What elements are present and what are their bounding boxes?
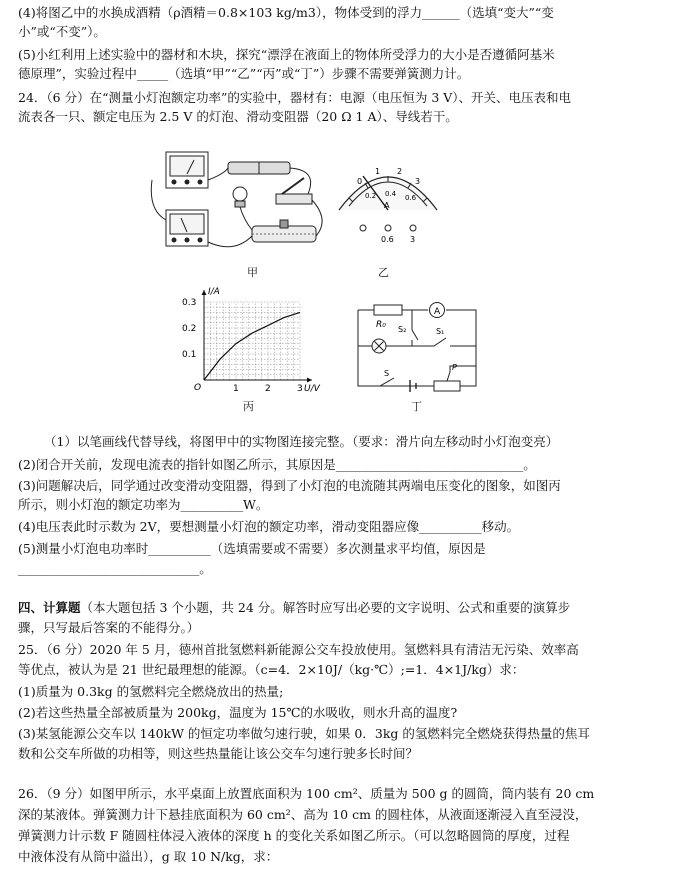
q24-part1: （1）以笔画线代替导线，将图甲中的实物图连接完整。（要求：滑片向左移动时小灯泡变亮） xyxy=(44,434,559,449)
caption-jia: 甲 xyxy=(247,266,258,279)
svg-text:0.2: 0.2 xyxy=(365,192,377,200)
q25-intro: 25．（6 分）2020 年 5 月，德州首批氢燃料新能源公交车投放使用。氢燃料具有清洁无污染、效率高 xyxy=(18,642,579,657)
q24-part3-cont: 所示，则小灯泡的额定功率为__________W。 xyxy=(18,497,269,512)
q25-part3: (3)某氢能源公交车以 140kW 的恒定功率做匀速行驶，如果 0．3kg 的氢燃料完全燃烧获得热量的焦耳 xyxy=(18,726,590,741)
x-tick-label: 1 xyxy=(233,384,239,394)
q23-part5: (5)小红利用上述实验中的器材和木块，探究“漂浮在液面上的物体所受浮力的大小是否遵循阿基米 xyxy=(18,47,555,62)
svg-text:1: 1 xyxy=(375,167,381,176)
svg-text:S: S xyxy=(384,369,390,378)
q26-line2: 深的某液体。弹簧测力计下悬挂底面积为 60 cm²、高为 10 cm 的圆柱体，从液面逐渐浸入直至浸没， xyxy=(18,807,588,822)
svg-text:A: A xyxy=(384,201,390,210)
y-tick-label: 0.1 xyxy=(182,350,197,360)
caption-ding: 丁 xyxy=(411,400,422,413)
resistor-r0 xyxy=(374,305,402,315)
section4-heading xyxy=(18,599,679,617)
figure-ding-circuit xyxy=(354,300,482,396)
x-tick-label: 2 xyxy=(265,384,271,394)
y-axis-label: I/A xyxy=(208,287,220,297)
svg-text:3: 3 xyxy=(410,235,416,242)
q26-line4: 中液体没有从筒中溢出），g 取 10 N/kg，求： xyxy=(18,849,279,864)
q25-intro-cont: 等优点，被认为是 21 世纪最理想的能源。（c=4．2×10J/（kg·℃）;=1．4×1J/kg）求： xyxy=(18,662,525,677)
svg-text:R₀: R₀ xyxy=(376,320,386,330)
caption-yi: 乙 xyxy=(378,266,389,279)
rheostat-symbol xyxy=(434,381,460,391)
q24-part5: (5)测量小灯泡电功率时__________（选填需要或不需要）多次测量求平均值，原因是 xyxy=(18,541,486,556)
section4-desc: （本大题包括 3 个小题，共 24 分。解答时应写出必要的文字说明、公式和重要的演算步 xyxy=(80,600,571,615)
chart-axes xyxy=(202,290,313,383)
q25-part3-cont: 数和公交车所做的功相等，则这些热量能让该公交车匀速行驶多长时间？ xyxy=(18,746,419,761)
figure-yi-meter xyxy=(333,150,443,242)
x-axis-label: U/V xyxy=(304,384,320,394)
chart-grid xyxy=(204,302,300,380)
q23-part4-cont: 小”或“不变”）。 xyxy=(18,24,106,39)
svg-text:3: 3 xyxy=(415,177,421,186)
x-tick-label: 3 xyxy=(297,384,303,394)
q24-intro: 24．（6 分）在“测量小灯泡额定功率”的实验中，器材有：电源（电压恒为 3 V）、开关、电压表和电 xyxy=(18,90,572,105)
svg-text:A: A xyxy=(434,307,441,317)
figure-bing-iu-chart xyxy=(172,282,322,400)
q24-part3: (3)问题解决后，同学通过改变滑动变阻器，得到了小灯泡的电流随其两端电压变化的图象，如图丙 xyxy=(18,478,561,493)
q23-part4: (4)将图乙中的水换成酒精（ρ酒精＝0.8×103 kg/m3），物体受到的浮力______（选填“变大”“变 xyxy=(18,5,554,20)
svg-text:0.6: 0.6 xyxy=(381,235,394,242)
y-tick-label: 0.3 xyxy=(182,298,197,308)
svg-text:2: 2 xyxy=(397,167,403,176)
q24-intro-cont: 流表各一只、额定电压为 2.5 V 的灯泡、滑动变阻器（20 Ω 1 A）、导线若干。 xyxy=(18,109,458,124)
y-tick-label: 0.2 xyxy=(182,324,197,334)
svg-text:P: P xyxy=(452,363,457,372)
chart-series-line xyxy=(204,312,300,380)
q23-part5-cont: 德原理”，实验过程中_____（选填“甲”“乙”“丙”或“丁”）步骤不需要弹簧测力计。 xyxy=(18,66,470,81)
svg-text:S₁: S₁ xyxy=(436,327,445,336)
svg-text:S₂: S₂ xyxy=(398,325,407,334)
meter-terminal-low xyxy=(385,225,391,231)
q25-part1: (1)质量为 0.3kg 的氢燃料完全燃烧放出的热量; xyxy=(18,684,284,699)
caption-bing: 丙 xyxy=(243,400,254,413)
switch xyxy=(276,194,312,204)
meter-terminal-high xyxy=(410,225,416,231)
section4-title: 四、计算题 xyxy=(18,600,81,615)
figure-jia-apparatus xyxy=(148,150,348,270)
bulb xyxy=(233,187,247,201)
chart-origin-label: O xyxy=(194,383,202,393)
q24-part5-cont: _____________________________。 xyxy=(18,561,212,576)
q25-part2: (2)若这些热量全部被质量为 200kg，温度为 15℃的水吸收，则水升高的温度? xyxy=(18,705,458,720)
y-axis-arrow xyxy=(202,290,207,295)
svg-text:0.4: 0.4 xyxy=(385,190,397,198)
meter-terminal-minus xyxy=(360,225,366,231)
q24-part2: (2)闭合开关前，发现电流表的指针如图乙所示，其原因是______________________________。 xyxy=(18,457,536,472)
svg-text:0.6: 0.6 xyxy=(405,194,417,202)
x-axis-arrow xyxy=(307,378,312,383)
section4-desc-cont: 骤，只写最后答案的不能得分。） xyxy=(18,620,200,635)
svg-text:0: 0 xyxy=(357,177,363,186)
q24-part4: (4)电压表此时示数为 2V，要想测量小灯泡的额定功率，滑动变阻器应像__________移动。 xyxy=(18,519,520,534)
q26-line3: 弹簧测力计示数 F 随圆柱体浸入液体的深度 h 的变化关系如图乙所示。（可以忽略圆筒的厚度，过程 xyxy=(18,828,570,843)
q26-line1: 26．（9 分）如图甲所示，水平桌面上放置底面积为 100 cm²、质量为 500 g 的圆筒，筒内装有 20 cm xyxy=(18,786,595,801)
